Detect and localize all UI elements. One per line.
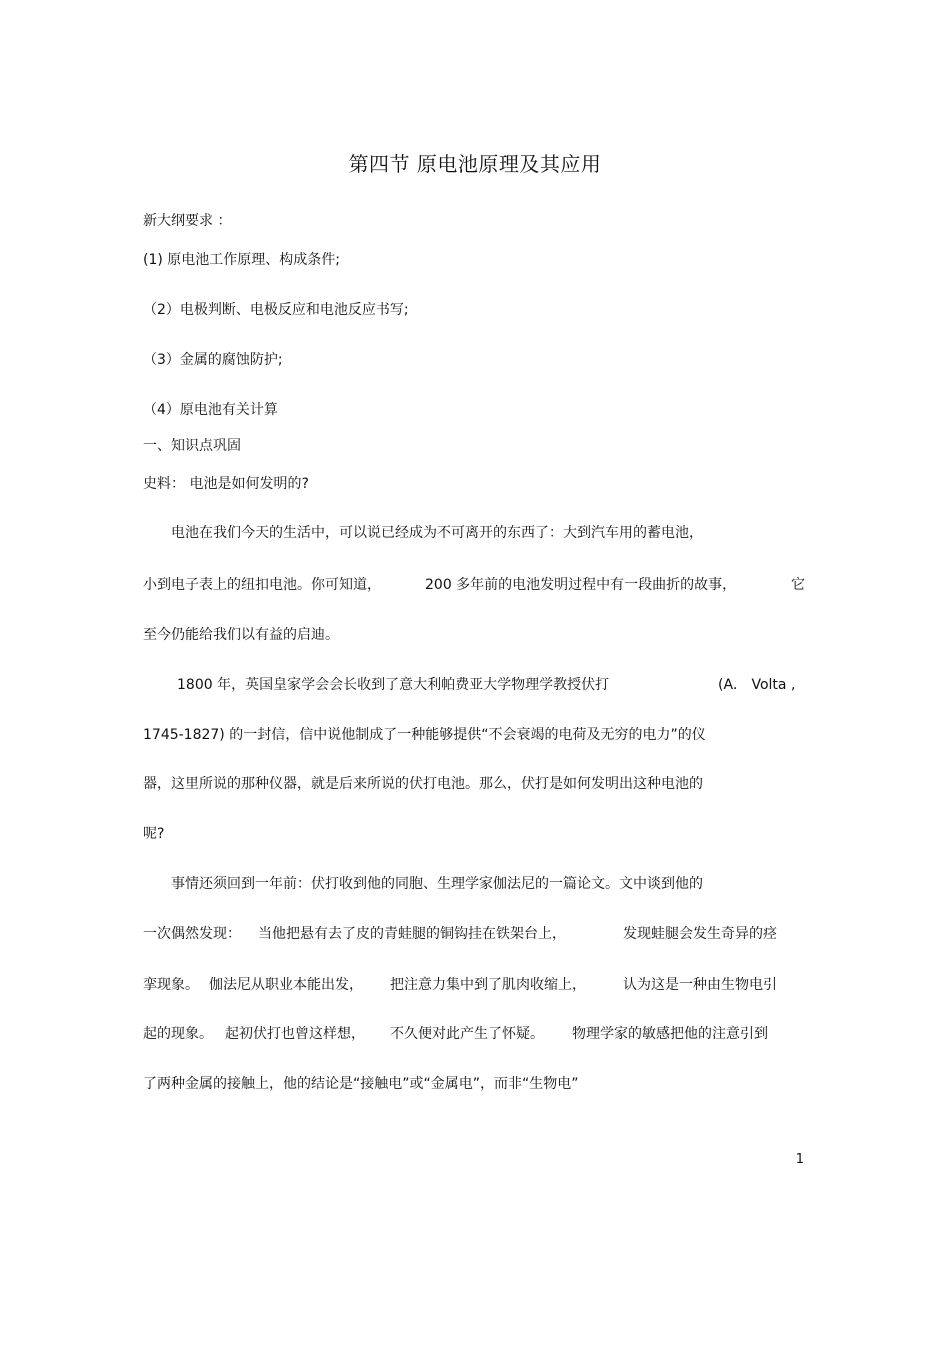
- requirement-item: （4）原电池有关计算: [143, 402, 278, 418]
- paragraph-line: 小到电子表上的纽扣电池。你可知道，: [143, 577, 381, 593]
- paragraph-line: 事情还须回到一年前：伏打收到他的同胞、生理学家伽法尼的一篇论文。文中谈到他的: [171, 876, 703, 892]
- paragraph-line: 呢?: [143, 826, 165, 842]
- paragraph-line: 电池在我们今天的生活中，可以说已经成为不可离开的东西了：大到汽车用的蓄电池，: [171, 525, 703, 541]
- paragraph-line: 物理学家的敏感把他的注意引到: [572, 1026, 768, 1042]
- paragraph-line: 起初伏打也曾这样想，: [225, 1026, 365, 1042]
- paragraph-line: 器，这里所说的那种仪器，就是后来所说的伏打电池。那么，伏打是如何发明出这种电池的: [143, 776, 703, 792]
- paragraph-line: 了两种金属的接触上，他的结论是“接触电”或“金属电”，而非“生物电”: [143, 1076, 579, 1092]
- paragraph-line: 至今仍能给我们以有益的启迪。: [143, 627, 339, 643]
- paragraph-line: 1800 年，英国皇家学会会长收到了意大利帕费亚大学物理学教授伏打: [177, 677, 610, 693]
- paragraph-line: 伽法尼从职业本能出发，: [209, 977, 363, 993]
- paragraph-line: 一次偶然发现：: [143, 926, 241, 942]
- paragraph-line: 把注意力集中到了肌肉收缩上，: [390, 977, 586, 993]
- section-heading: 一、知识点巩固: [143, 438, 241, 454]
- paragraph-line: 挛现象。: [143, 977, 199, 993]
- paragraph-line: 不久便对此产生了怀疑。: [390, 1026, 544, 1042]
- syllabus-heading: 新大纲要求 ：: [143, 213, 232, 229]
- paragraph-line: 发现蛙腿会发生奇异的痉: [623, 926, 777, 942]
- history-heading: 史料： 电池是如何发明的?: [143, 476, 309, 492]
- paragraph-line: 200 多年前的电池发明过程中有一段曲折的故事，: [425, 577, 737, 593]
- paragraph-line: (A． Volta ,: [718, 677, 796, 693]
- requirement-item: （3）金属的腐蚀防护;: [143, 352, 283, 368]
- requirement-item: （2）电极判断、电极反应和电池反应书写;: [143, 302, 409, 318]
- paragraph-line: 1745-1827) 的一封信，信中说他制成了一种能够提供“不会衰竭的电荷及无穷的电力”的仪: [143, 727, 706, 743]
- paragraph-line: 起的现象。: [143, 1026, 213, 1042]
- page-title: 第四节 原电池原理及其应用: [348, 152, 602, 176]
- requirement-item: (1) 原电池工作原理、构成条件;: [143, 252, 340, 268]
- paragraph-line: 它: [791, 577, 805, 593]
- paragraph-line: 认为这是一种由生物电引: [623, 977, 777, 993]
- page-number: 1: [795, 1152, 804, 1167]
- paragraph-line: 当他把悬有去了皮的青蛙腿的铜钩挂在铁架台上，: [258, 926, 566, 942]
